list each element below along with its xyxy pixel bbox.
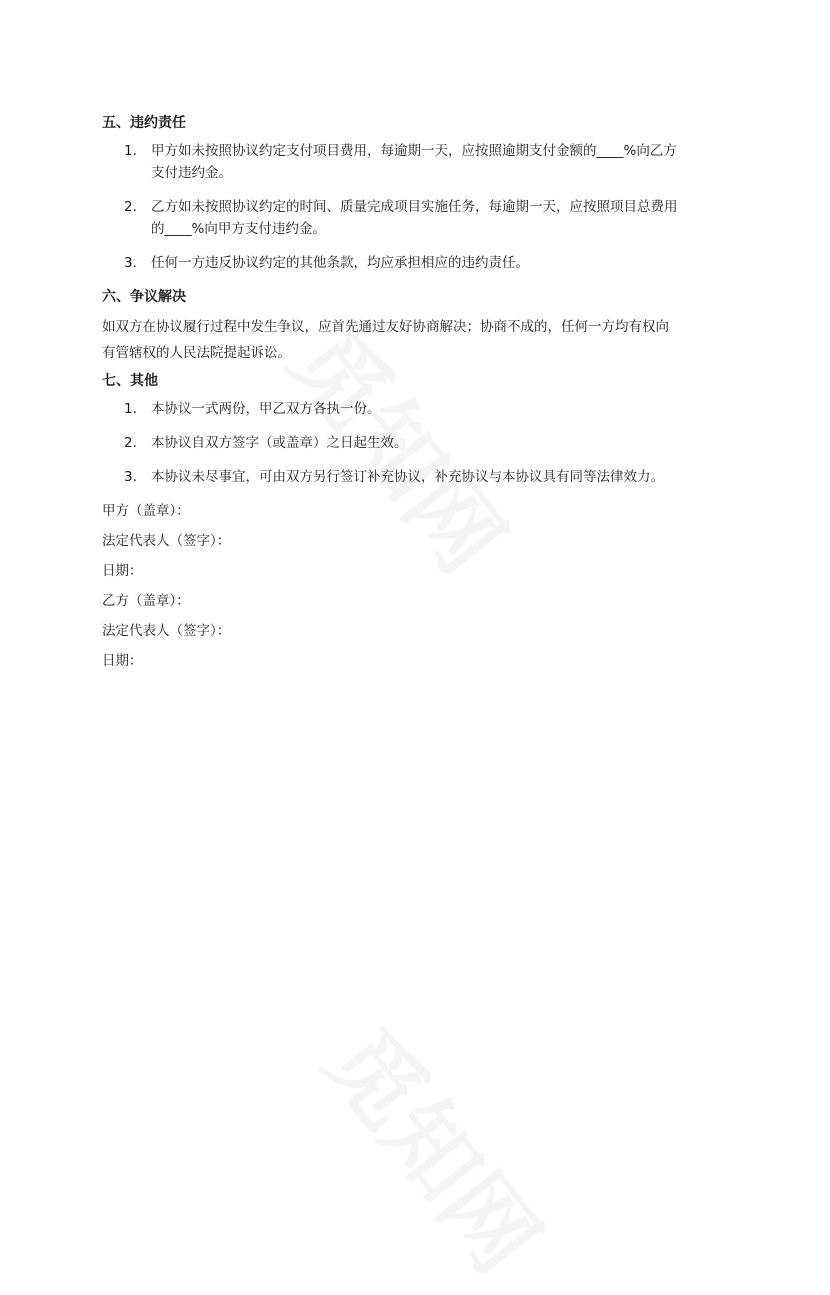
item-text: 本协议一式两份，甲乙双方各执一份。	[151, 401, 381, 417]
party-a-seal-field: 甲方（盖章）：	[102, 503, 190, 519]
section-heading-dispute: 六、争议解决	[102, 289, 186, 305]
item-text: 本协议自双方签字（或盖章）之日起生效。	[151, 435, 408, 451]
section-heading-breach: 五、违约责任	[102, 115, 186, 131]
item-number: 1.	[124, 401, 137, 417]
party-a-date-field: 日期：	[102, 563, 143, 579]
list-item	[102, 398, 732, 420]
party-b-representative-field: 法定代表人（签字）：	[102, 623, 231, 639]
list-item	[102, 196, 732, 240]
item-number: 3.	[124, 255, 137, 271]
item-text: 甲方如未按照协议约定支付项目费用，每逾期一天，应按照逾期支付金额的____%向乙方	[151, 143, 677, 159]
list-item	[102, 252, 732, 274]
list-item	[102, 466, 732, 488]
list-item	[102, 432, 732, 454]
watermark	[301, 997, 575, 1295]
item-number: 2.	[124, 435, 137, 451]
document-body	[102, 112, 732, 680]
party-b-date-field: 日期：	[102, 653, 143, 669]
item-text: 支付违约金。	[151, 165, 232, 181]
party-a-representative-field: 法定代表人（签字）：	[102, 533, 231, 549]
dispute-paragraph	[102, 314, 732, 366]
item-number: 1.	[124, 143, 137, 159]
list-item	[102, 140, 732, 184]
other-list	[102, 398, 732, 488]
party-b-seal-field: 乙方（盖章）：	[102, 593, 190, 609]
paragraph-line: 有管辖权的人民法院提起诉讼。	[102, 345, 291, 361]
item-number: 2.	[124, 199, 137, 215]
breach-list	[102, 140, 732, 274]
item-text: 乙方如未按照协议约定的时间、质量完成项目实施任务，每逾期一天，应按照项目总费用	[151, 199, 678, 215]
paragraph-line: 如双方在协议履行过程中发生争议，应首先通过友好协商解决；协商不成的，任何一方均有权向	[102, 319, 669, 335]
item-number: 3.	[124, 469, 137, 485]
section-heading-other: 七、其他	[102, 373, 158, 389]
signature-block	[102, 500, 732, 672]
item-text: 本协议未尽事宜，可由双方另行签订补充协议，补充协议与本协议具有同等法律效力。	[151, 469, 664, 485]
item-text: 的____%向甲方支付违约金。	[151, 221, 326, 237]
item-text: 任何一方违反协议约定的其他条款，均应承担相应的违约责任。	[151, 255, 529, 271]
